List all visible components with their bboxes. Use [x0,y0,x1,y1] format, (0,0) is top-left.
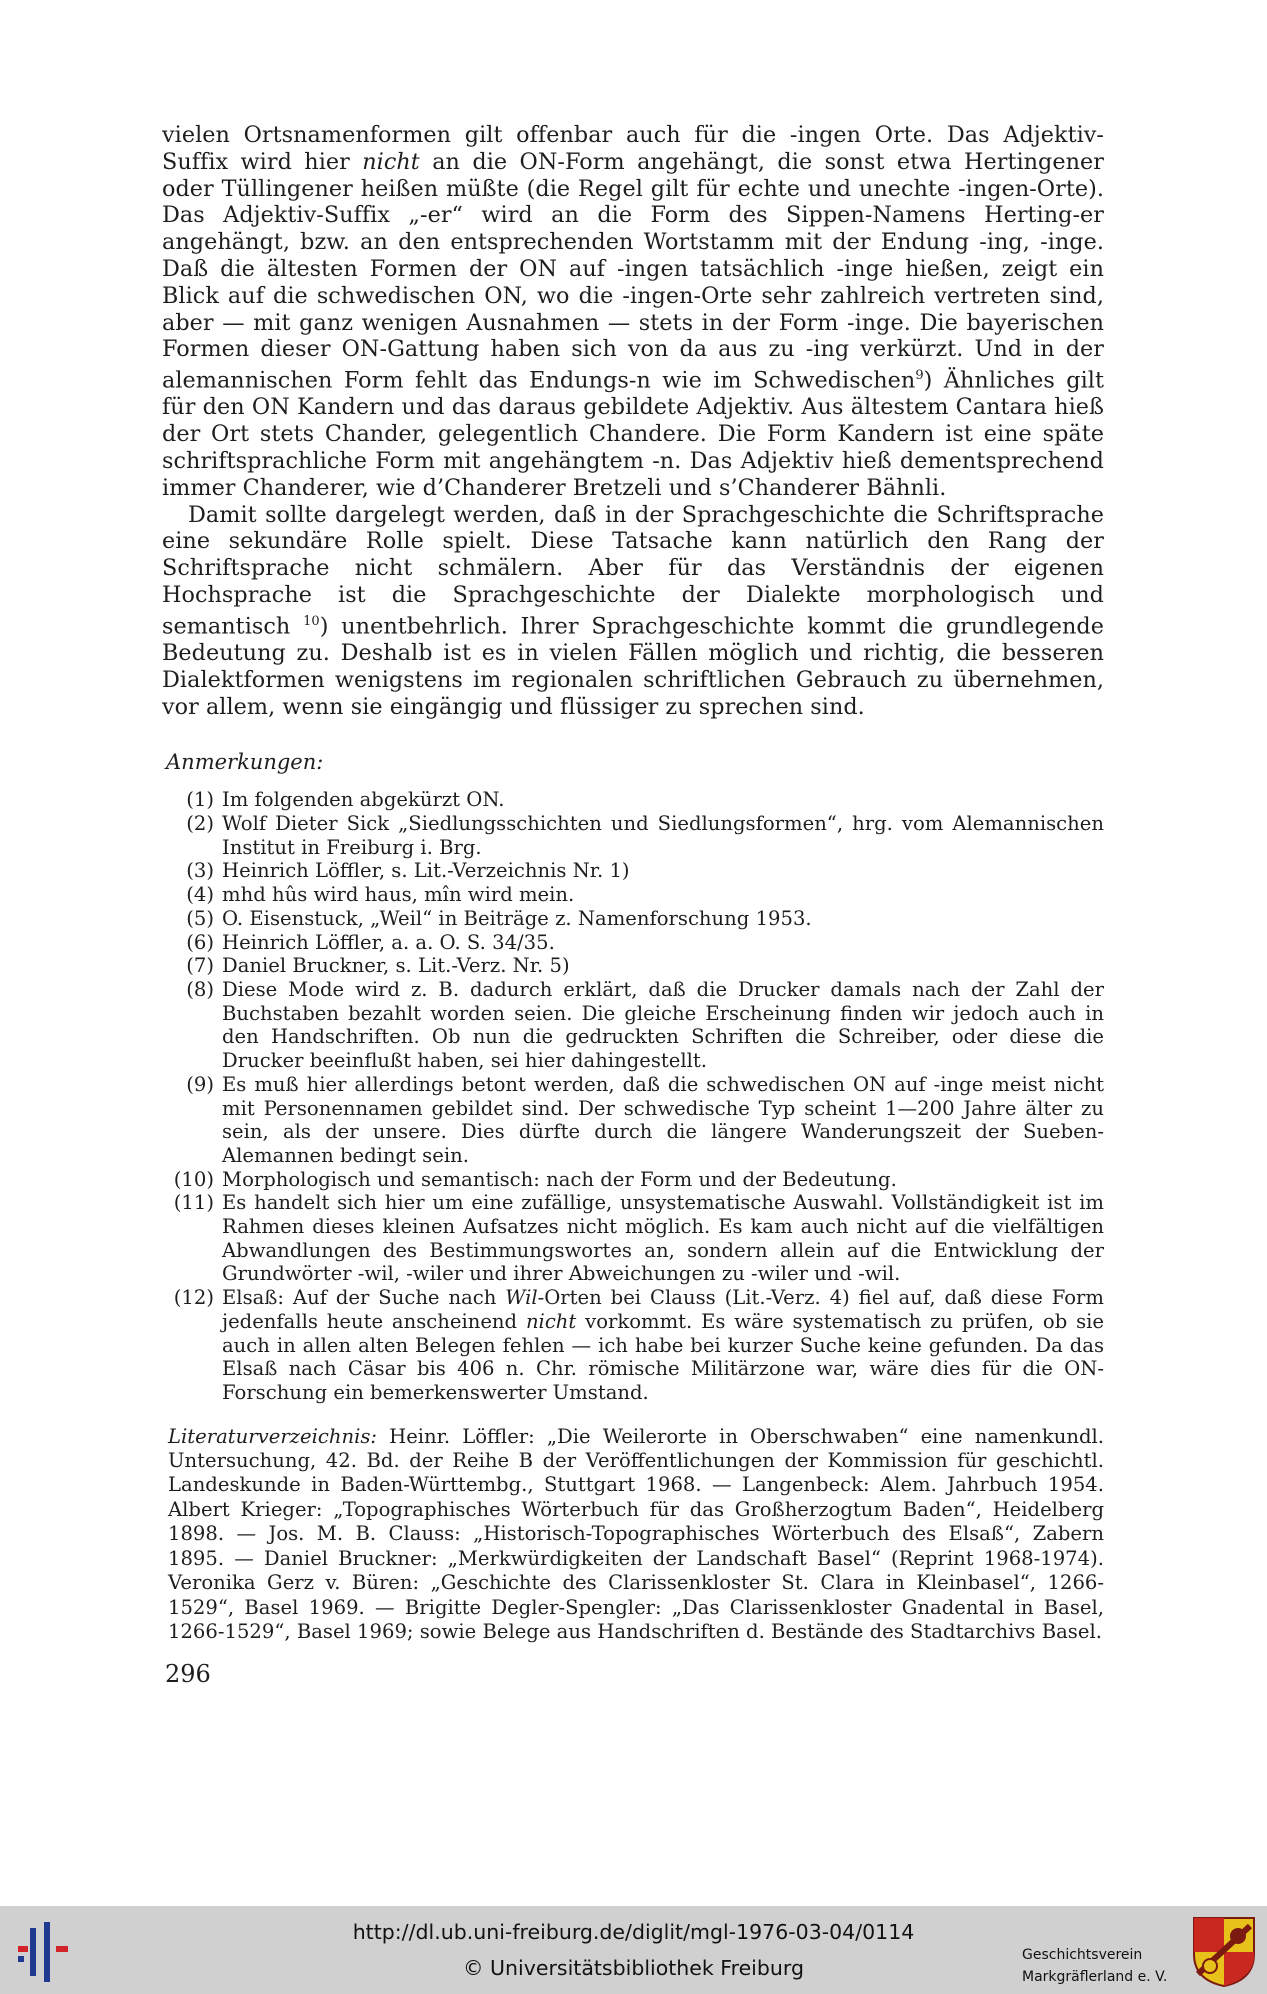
note-number: (10) [173,1167,214,1191]
note-number: (4) [186,883,214,907]
emphasis-text: nicht [525,1309,577,1333]
literature-text: Heinr. Löffler: „Die Weilerorte in Oberschwaben“ eine namenkundl. Untersuchung, 42. Bd. der Reihe B der Veröffentlichungen der Kommission für geschichtl. Landeskunde in Baden-Württembg., Stuttgart 1968. — Langenbeck: Alem. Jahrbuch 1954. Albert Krieger: „Topographisches Wörterbuch für das Großherzogtum Baden“, Heidelberg 1898. — Jos. M. B. Clauss: „Historisch-Topographisches Wörterbuch des Elsaß“, Zabern 1895. — Daniel Bruckner: „Merkwürdigkeiten der Landschaft Basel“ (Reprint 1968-1974). Veronika Gerz v. Büren: „Geschichte des Clarissenkloster St. Clara in Kleinbasel“, 1266-1529“, Basel 1969. — Brigitte Degler-Spengler: „Das Clarissenkloster Gnadental in Basel, 1266-1529“, Basel 1969; sowie Belege aus Handschriften d. Bestände des Stadtarchivs Basel. [168,1424,1104,1643]
footnote-ref: 10 [303,613,320,629]
note-text: Daniel Bruckner, s. Lit.-Verz. Nr. 5) [222,954,570,978]
note-text: Morphologisch und semantisch: nach der Form und der Bedeutung. [222,1167,897,1191]
note-item [162,954,1104,978]
page-content [162,122,1104,1644]
footnote-ref: 9 [915,368,924,384]
note-number: (7) [186,954,214,978]
note-item [162,883,1104,907]
note-number: (2) [186,812,214,836]
footer-url-link[interactable]: http://dl.ub.uni-freiburg.de/diglit/mgl-1976-03-04/0114 [352,1920,915,1944]
paragraph-text: ) unentbehrlich. Ihrer Sprachgeschichte kommt die grundlegende Bedeutung zu. Deshalb ist es in vielen Fällen möglich und richtig, die besseren Dialektformen wenigstens im regionalen schriftlichen Gebrauch zu übernehmen, vor allem, wenn sie eingängig und flüssiger zu sprechen sind. [162,613,1104,720]
note-text-part: vorkommt. Es wäre systematisch zu prüfen, ob sie auch in allen alten Belegen fehlen — ich habe bei kurzer Suche keine gefunden. Da das Elsaß nach Cäsar bis 406 n. Chr. römische Militärzone war, wäre dies für die ON-Forschung ein bemerkenswerter Umstand. [222,1309,1104,1404]
note-text [222,1286,1104,1405]
note-number: (1) [186,788,214,812]
literature-list [168,1425,1104,1645]
note-number: (9) [186,1072,214,1096]
note-number: (5) [186,906,214,930]
note-text: Heinrich Löffler, a. a. O. S. 34/35. [222,930,555,954]
note-text: Es muß hier allerdings betont werden, daß die schwedischen ON auf -inge meist nicht mit Personennamen gebildet sind. Der schwedische Typ scheint 1—200 Jahre älter zu sein, als der unsere. Dies dürfte durch die längere Wanderungszeit der Sueben-Alemannen bedingt sein. [222,1072,1104,1167]
note-text-part: -Orten bei Clauss (Lit.-Verz. 4) fiel auf, daß diese Form jedenfalls heute anscheinend [222,1286,1104,1333]
note-item [162,1168,1104,1192]
note-number: (3) [186,859,214,883]
note-text: Im folgenden abgekürzt ON. [222,788,505,812]
note-item [162,812,1104,859]
body-paragraph-1 [162,122,1104,502]
footer-copyright: © Universitätsbibliothek Freiburg [463,1956,804,1980]
note-text: mhd hûs wird haus, mîn wird mein. [222,883,575,907]
paragraph-text: vielen Ortsnamenformen gilt offenbar auch für die -ingen Orte. Das Adjektiv-Suffix wird hier [162,122,1104,175]
footer-society [1022,1944,1167,1988]
notes-heading: Anmerkungen: [166,750,324,775]
emphasis-text: Wil [505,1286,538,1310]
note-number: (6) [186,930,214,954]
paragraph-text: ) Ähnliches gilt für den ON Kandern und das daraus gebildete Adjektiv. Aus ältestem Cantara hieß der Ort stets Chander, gelegentlich Chandere. Die Form Kandern ist eine späte schriftsprachliche Form mit angehängtem -n. Das Adjektiv hieß dementsprechend immer Chanderer, wie d’Chanderer Bretzeli und s’Chanderer Bähnli. [162,367,1104,501]
footer-bar [0,1906,1267,1994]
note-item [162,907,1104,931]
page-number: 296 [165,1660,211,1688]
note-item [162,1286,1104,1405]
paragraph-text: Damit sollte dargelegt werden, daß in der Sprachgeschichte die Schriftsprache eine sekundäre Rolle spielt. Diese Tatsache kann natürlich den Rang der Schriftsprache nicht schmälern. Aber für das Verständnis der eigenen Hochsprache ist die Sprachgeschichte der Dialekte morphologisch und semantisch [162,501,1104,640]
note-text-part: Elsaß: Auf der Suche nach [222,1286,506,1310]
emphasis-text: nicht [362,148,420,175]
note-item [162,1073,1104,1168]
note-number: (12) [173,1286,214,1310]
note-item [162,931,1104,955]
society-name-line1: Geschichtsverein [1022,1947,1143,1963]
note-item [162,859,1104,883]
note-number: (11) [173,1191,214,1215]
note-text: Heinrich Löffler, s. Lit.-Verzeichnis Nr. 1) [222,859,630,883]
society-name-line2: Markgräflerland e. V. [1022,1969,1168,1985]
note-item [162,1191,1104,1286]
note-item [162,788,1104,812]
note-text: Diese Mode wird z. B. dadurch erklärt, daß die Drucker damals nach der Zahl der Buchstaben bezahlt worden seien. Die gleiche Erscheinung finden wir jedoch auch in den Handschriften. Ob nun die gedruckten Schriften die Schreiber, oder diese die Drucker beeinflußt haben, sei hier dahingestellt. [222,978,1104,1073]
paragraph-text: an die ON-Form angehängt, die sonst etwa Hertingener oder Tüllingener heißen müßte (die Regel gilt für echte und unechte -ingen-Orte). Das Adjektiv-Suffix „-er“ wird an die Form des Sippen-Namens Herting-er angehängt, bzw. an den entsprechenden Wortstamm mit der Endung -ing, -inge. Daß die ältesten Formen der ON auf -ingen tatsächlich -inge hießen, zeigt ein Blick auf die schwedischen ON, wo die -ingen-Orte sehr zahlreich vertreten sind, aber — mit ganz wenigen Ausnahmen — stets in der Form -inge. Die bayerischen Formen dieser ON-Gattung haben sich von da aus zu -ing verkürzt. Und in der alemannischen Form fehlt das Endungs-n wie im Schwedischen [162,148,1104,394]
note-number: (8) [186,978,214,1001]
body-paragraph-2 [162,502,1104,721]
note-text: Es handelt sich hier um eine zufällige, unsystematische Auswahl. Vollständigkeit ist im Rahmen dieses kleinen Aufsatzes nicht möglich. Es kam auch nicht auf die vielfältigen Abwandlungen des Bestimmungswortes an, sondern allein auf die Entwicklung der Grundwörter -wil, -wiler und ihrer Abweichungen zu -wiler und -wil. [222,1191,1104,1286]
note-item [162,978,1104,1073]
notes-list [162,788,1104,1286]
note-text: O. Eisenstuck, „Weil“ in Beiträge z. Namenforschung 1953. [222,906,812,930]
note-text: Wolf Dieter Sick „Siedlungsschichten und Siedlungsformen“, hrg. vom Alemannischen Institut in Freiburg i. Brg. [222,812,1104,859]
literature-label: Literaturverzeichnis: [168,1424,378,1448]
coat-of-arms-icon [1190,1914,1258,1988]
